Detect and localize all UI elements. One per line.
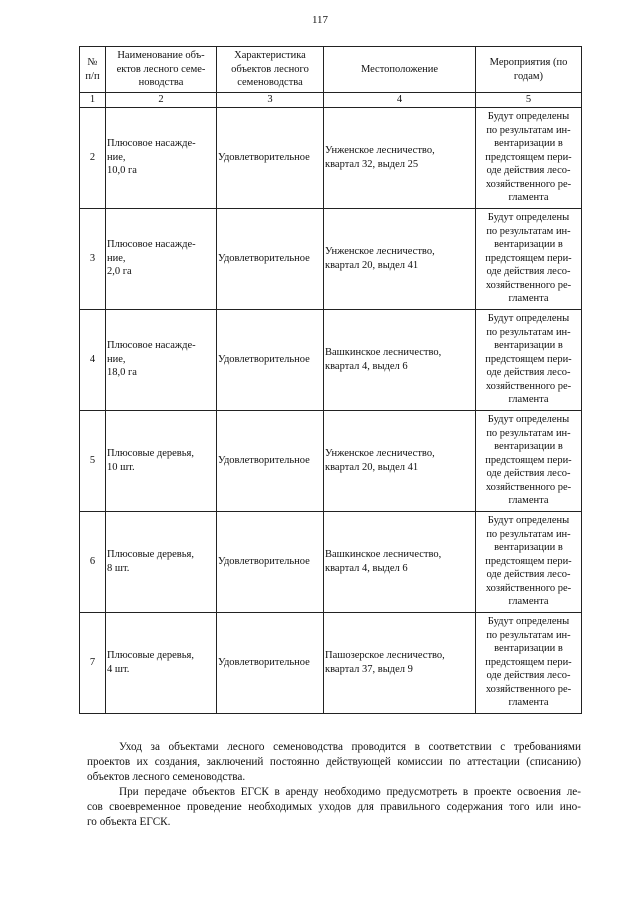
object-characteristic: Удовлетворительное [217,107,324,208]
object-location-line: квартал 20, выдел 41 [325,461,419,473]
object-measures [476,511,582,612]
header-name-line: Наименование объ- [117,50,205,62]
object-location-line: Унженское лесничество, [325,246,435,257]
object-measures-line: Будут определены [487,313,570,325]
header-number-line: № [87,57,98,68]
object-measures-line: гламента [508,394,549,406]
object-name [106,410,217,511]
object-location [324,208,476,309]
header-name-line: ектов лесного семе- [116,63,206,75]
object-measures-line: хозяйственного ре- [485,178,572,190]
object-measures-line: оде действия лесо- [486,468,571,480]
table-row [80,612,582,713]
object-measures-line: оде действия лесо- [486,266,571,278]
object-measures-line: гламента [508,697,549,709]
object-measures-line: оде действия лесо- [486,165,571,177]
object-location-line: Вашкинское лесничество, [325,347,442,358]
row-number: 4 [80,309,106,410]
object-location-line: квартал 20, выдел 41 [325,259,419,271]
object-name-line: Плюсовое насажде- [107,340,196,352]
row-number: 2 [80,107,106,208]
paragraph-line: го объекта ЕГСК. [87,816,171,828]
object-name-line: Плюсовые деревья, [107,448,194,459]
object-name-line: 18,0 га [107,367,137,379]
object-name-line: 10 шт. [107,461,135,473]
object-measures-line: Будут определены [487,111,570,123]
object-characteristic: Удовлетворительное [217,511,324,612]
object-measures-line: хозяйственного ре- [485,380,572,392]
object-measures-line: оде действия лесо- [486,670,571,682]
object-measures-line: хозяйственного ре- [485,481,572,493]
page-number: 117 [311,14,329,26]
object-name [106,309,217,410]
object-location-line: Пашозерское лесничество, [325,650,445,661]
header-characteristic-line: Характеристика [234,50,306,62]
object-name-line: Плюсовые деревья, [107,549,194,560]
row-number: 5 [80,410,106,511]
object-location [324,107,476,208]
object-name-line: ние, [107,353,126,365]
header-name-line: новодства [138,77,184,89]
object-measures [476,208,582,309]
object-measures-line: Будут определены [487,515,570,527]
header-measures [476,47,582,93]
object-measures-line: по результатам ин- [486,528,571,540]
object-characteristic: Удовлетворительное [217,410,324,511]
paragraph-line: Уход за объектами лесного семеноводства проводится в соответствии с требованиями [119,741,581,753]
object-location [324,309,476,410]
table-row [80,208,582,309]
object-measures-line: по результатам ин- [486,629,571,641]
table-row [80,309,582,410]
header-number [80,47,106,93]
object-measures-line: по результатам ин- [486,326,571,338]
object-measures-line: предстоящем пери- [485,252,572,264]
object-name [106,208,217,309]
object-measures-line: вентаризации в [494,441,563,453]
object-measures [476,410,582,511]
object-measures-line: предстоящем пери- [485,353,572,365]
object-measures-line: по результатам ин- [486,225,571,237]
header-location [324,47,476,93]
column-number-row [80,93,582,108]
header-location-line: Местоположение [360,63,439,75]
table-row [80,511,582,612]
object-characteristic: Удовлетворительное [217,208,324,309]
object-name-line: ние, [107,252,126,264]
header-measures-line: годам) [513,70,544,82]
seed-objects-table [79,46,582,714]
object-measures [476,309,582,410]
object-measures-line: предстоящем пери- [485,555,572,567]
object-measures-line: гламента [508,495,549,507]
object-measures-line: гламента [508,596,549,608]
object-name [106,612,217,713]
object-measures-line: по результатам ин- [486,124,571,136]
object-measures-line: оде действия лесо- [486,367,571,379]
object-measures-line: предстоящем пери- [485,151,572,163]
object-measures-line: Будут определены [487,414,570,426]
object-name [106,107,217,208]
column-number: 1 [80,93,106,108]
object-measures-line: хозяйственного ре- [485,683,572,695]
row-number: 6 [80,511,106,612]
paragraph-line: При передаче объектов ЕГСК в аренду необходимо предусмотреть в проекте освоения ле- [119,786,581,798]
header-characteristic-line: семеноводства [237,77,303,89]
object-measures-line: предстоящем пери- [485,656,572,668]
object-location-line: квартал 4, выдел 6 [325,360,408,372]
object-measures-line: вентаризации в [494,643,563,655]
object-location [324,410,476,511]
object-name-line: Плюсовое насажде- [107,239,196,251]
object-location-line: Унженское лесничество, [325,448,435,459]
object-location [324,612,476,713]
object-measures-line: вентаризации в [494,138,563,150]
paragraph-line: проектов их создания, заключений постоянно действующей комиссии по аттестации (списанию) [87,756,581,768]
object-characteristic: Удовлетворительное [217,309,324,410]
column-number: 4 [324,93,476,108]
object-measures-line: Будут определены [487,212,570,224]
object-measures-line: гламента [508,293,549,305]
object-measures-line: вентаризации в [494,239,563,251]
object-measures-line: предстоящем пери- [485,454,572,466]
object-name-line: 10,0 га [107,165,137,177]
object-name-line: 2,0 га [107,266,132,278]
object-name-line: Плюсовые деревья, [107,650,194,661]
column-number: 3 [217,93,324,108]
object-measures-line: по результатам ин- [486,427,571,439]
object-measures-line: вентаризации в [494,340,563,352]
row-number: 3 [80,208,106,309]
object-name-line: Плюсовое насажде- [107,138,196,150]
object-name [106,511,217,612]
table-row [80,410,582,511]
table-header-row [80,47,582,93]
header-number-line: п/п [85,70,100,82]
paragraph-line: объектов лесного семеноводства. [87,771,246,783]
object-measures-line: хозяйственного ре- [485,582,572,594]
table-row [80,107,582,208]
header-characteristic [217,47,324,93]
object-measures-line: вентаризации в [494,542,563,554]
column-number: 2 [106,93,217,108]
paragraph-line: сов своевременное проведение необходимых уходов для правильного содержания того или ино- [87,801,581,813]
object-measures-line: оде действия лесо- [486,569,571,581]
header-name [106,47,217,93]
row-number: 7 [80,612,106,713]
column-number: 5 [476,93,582,108]
object-name-line: ние, [107,151,126,163]
object-characteristic: Удовлетворительное [217,612,324,713]
paragraph-lease [87,785,581,830]
object-measures [476,612,582,713]
object-measures [476,107,582,208]
object-location [324,511,476,612]
object-location-line: квартал 32, выдел 25 [325,158,419,170]
header-measures-line: Мероприятия (по [489,57,568,68]
object-name-line: 4 шт. [107,663,130,675]
object-location-line: Унженское лесничество, [325,145,435,156]
header-characteristic-line: объектов лесного [231,63,309,75]
object-name-line: 8 шт. [107,562,130,574]
object-location-line: квартал 37, выдел 9 [325,663,413,675]
paragraph-care [87,740,581,785]
object-measures-line: хозяйственного ре- [485,279,572,291]
object-location-line: квартал 4, выдел 6 [325,562,408,574]
object-measures-line: гламента [508,192,549,204]
object-location-line: Вашкинское лесничество, [325,549,442,560]
object-measures-line: Будут определены [487,616,570,628]
